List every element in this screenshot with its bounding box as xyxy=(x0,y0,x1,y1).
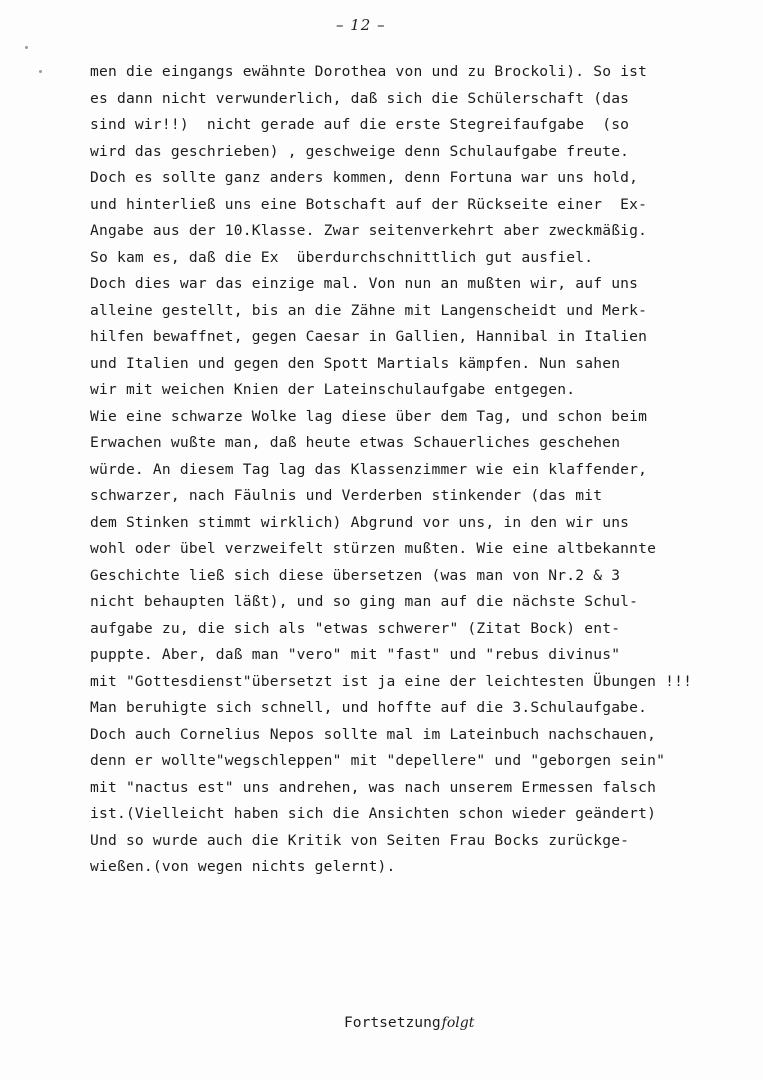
text-line: Wie eine schwarze Wolke lag diese über dem Tag, und schon beim xyxy=(90,407,648,425)
text-line: wir mit weichen Knien der Lateinschulaufgabe entgegen. xyxy=(90,381,576,398)
text-line: Doch es sollte ganz anders kommen, denn Fortuna war uns hold, xyxy=(90,169,639,186)
text-line: wird das geschrieben) , geschweige denn Schulaufgabe freute. xyxy=(90,142,630,160)
continuation-handwritten: folgt xyxy=(441,1015,475,1031)
text-line: würde. An diesem Tag lag das Klassenzimmer wie ein klaffender, xyxy=(90,460,648,478)
text-line: Und so wurde auch die Kritik von Seiten Frau Bocks zurückge- xyxy=(90,831,630,849)
punch-mark xyxy=(25,46,28,49)
text-line: Angabe aus der 10.Klasse. Zwar seitenverkehrt aber zweckmäßig. xyxy=(90,222,648,239)
text-line: aufgabe zu, die sich als "etwas schwerer" (Zitat Bock) ent- xyxy=(90,619,621,637)
text-line: men die eingangs ewähnte Dorothea von und zu Brockoli). So ist xyxy=(90,63,648,80)
continuation-note xyxy=(344,1014,474,1031)
text-line: wießen.(von wegen nichts gelernt). xyxy=(90,858,396,875)
punch-mark xyxy=(39,70,42,73)
text-line: mit "Gottesdienst"übersetzt ist ja eine der leichtesten Übungen !!! xyxy=(90,672,693,690)
text-line: Man beruhigte sich schnell, und hoffte auf die 3.Schulaufgabe. xyxy=(90,699,648,716)
continuation-typed: Fortsetzung xyxy=(344,1014,441,1031)
text-line: es dann nicht verwunderlich, daß sich die Schülerschaft (das xyxy=(90,89,630,107)
text-line: ist.(Vielleicht haben sich die Ansichten schon wieder geändert) xyxy=(90,805,657,822)
text-line: Erwachen wußte man, daß heute etwas Schauerliches geschehen xyxy=(90,434,621,451)
text-line: und Italien und gegen den Spott Martials kämpfen. Nun sahen xyxy=(90,354,621,372)
text-line: So kam es, daß die Ex überdurchschnittlich gut ausfiel. xyxy=(90,248,594,266)
text-line: dem Stinken stimmt wirklich) Abgrund vor uns, in den wir uns xyxy=(90,513,630,531)
text-line: puppte. Aber, daß man "vero" mit "fast" und "rebus divinus" xyxy=(90,646,621,663)
text-line: mit "nactus est" uns andrehen, was nach unserem Ermessen falsch xyxy=(90,778,657,796)
text-line: Doch dies war das einzige mal. Von nun an mußten wir, auf uns xyxy=(90,275,639,292)
text-line: schwarzer, nach Fäulnis und Verderben stinkender (das mit xyxy=(90,487,603,504)
text-line: Doch auch Cornelius Nepos sollte mal im Lateinbuch nachschauen, xyxy=(90,725,657,743)
text-line: Geschichte ließ sich diese übersetzen (was man von Nr.2 & 3 xyxy=(90,566,621,584)
text-line: hilfen bewaffnet, gegen Caesar in Gallien, Hannibal in Italien xyxy=(90,328,648,345)
text-line: wohl oder übel verzweifelt stürzen mußten. Wie eine altbekannte xyxy=(90,540,657,557)
text-line: und hinterließ uns eine Botschaft auf der Rückseite einer Ex- xyxy=(90,195,648,213)
text-line: denn er wollte"wegschleppen" mit "depellere" und "geborgen sein" xyxy=(90,752,666,769)
body-text xyxy=(90,59,730,881)
text-line: alleine gestellt, bis an die Zähne mit Langenscheidt und Merk- xyxy=(90,301,648,319)
page-number: – 12 – xyxy=(336,16,386,34)
text-line: sind wir!!) nicht gerade auf die erste Stegreifaufgabe (so xyxy=(90,116,630,133)
text-line: nicht behaupten läßt), und so ging man auf die nächste Schul- xyxy=(90,593,639,610)
